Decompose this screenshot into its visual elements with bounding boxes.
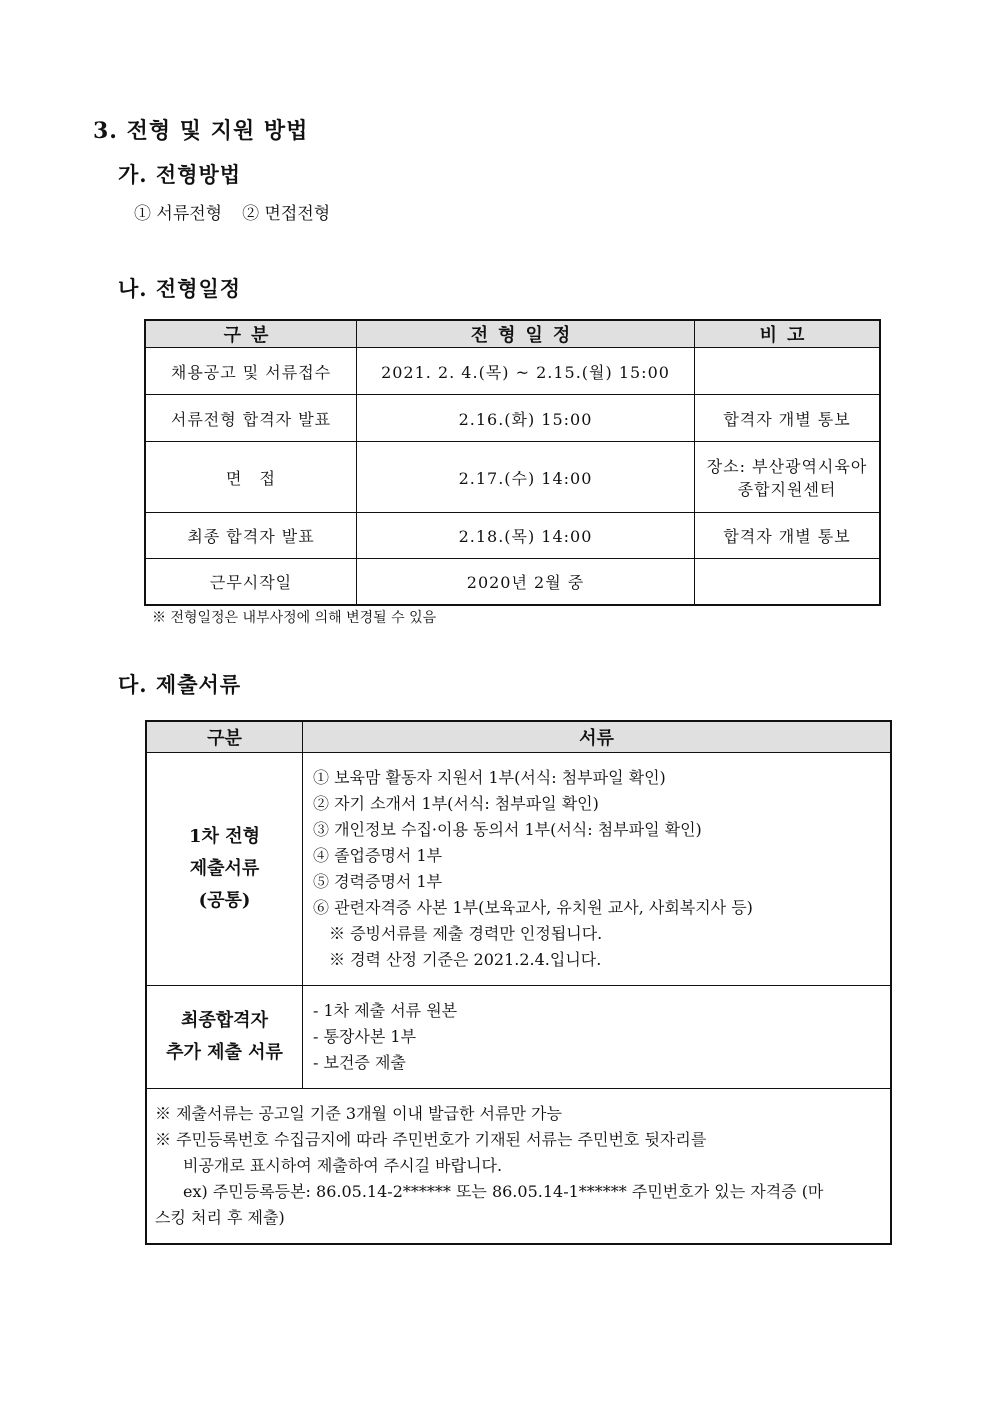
list-note: ※ 경력 산정 기준은 2021.2.4.입니다. (329, 950, 602, 969)
row-note: 합격자 개별 통보 (695, 513, 881, 559)
documents-table (145, 720, 892, 1245)
method-item: ② 면접전형 (242, 204, 331, 224)
list-item: ⑤ 경력증명서 1부 (313, 872, 443, 891)
row-date: 2.16.(화) 15:00 (357, 395, 695, 442)
note-line: ※ 주민등록번호 수집금지에 따라 주민번호가 기재된 서류는 주민번호 뒷자리를 (155, 1130, 707, 1149)
method-heading: 가. 전형방법 (118, 162, 242, 187)
row-category: 근무시작일 (145, 559, 357, 605)
row-category: 채용공고 및 서류접수 (145, 348, 357, 395)
note-line: 스킹 처리 후 제출) (155, 1208, 285, 1227)
row-note: 합격자 개별 통보 (695, 395, 881, 442)
row-category: 서류전형 합격자 발표 (145, 395, 357, 442)
table-row (145, 559, 880, 605)
header-documents: 서류 (303, 721, 892, 753)
table-header-row (146, 721, 891, 753)
documents-notes (146, 1089, 891, 1245)
note-line: ※ 제출서류는 공고일 기준 3개월 이내 발급한 서류만 가능 (155, 1104, 562, 1123)
note-line: 장소: 부산광역시육아 (706, 457, 868, 476)
list-item: ③ 개인정보 수집·이용 동의서 1부(서식: 첨부파일 확인) (313, 820, 702, 839)
schedule-footnote: ※ 전형일정은 내부사정에 의해 변경될 수 있음 (152, 610, 437, 626)
row-date: 2.18.(목) 14:00 (357, 513, 695, 559)
first-stage-items (303, 753, 892, 986)
list-item: - 보건증 제출 (313, 1053, 406, 1072)
row-date: 2021. 2. 4.(목) ~ 2.15.(월) 15:00 (357, 348, 695, 395)
label-line: 최종합격자 (181, 1010, 268, 1031)
schedule-heading: 나. 전형일정 (118, 276, 242, 301)
label-line: (공통) (198, 890, 251, 911)
row-note (695, 559, 881, 605)
header-note: 비고 (695, 320, 881, 348)
table-row (146, 1089, 891, 1245)
header-category: 구분 (145, 320, 357, 348)
label-line: 추가 제출 서류 (166, 1042, 283, 1063)
final-stage-label (146, 986, 303, 1089)
table-row (145, 348, 880, 395)
header-date: 전형일정 (357, 320, 695, 348)
label-line: 1차 전형 (189, 826, 260, 847)
table-row (145, 442, 880, 513)
list-note: ※ 증빙서류를 제출 경력만 인정됩니다. (329, 924, 603, 943)
row-note (695, 348, 881, 395)
schedule-table (144, 319, 881, 606)
table-row (145, 395, 880, 442)
note-line: 비공개로 표시하여 제출하여 주시길 바랍니다. (183, 1156, 503, 1175)
note-line: ex) 주민등록등본: 86.05.14-2****** 또는 86.05.14-1****** 주민번호가 있는 자격증 (마 (183, 1182, 824, 1201)
table-row (146, 753, 891, 986)
table-row (146, 986, 891, 1089)
list-item: ⑥ 관련자격증 사본 1부(보육교사, 유치원 교사, 사회복지사 등) (313, 898, 753, 917)
note-line: 종합지원센터 (737, 480, 837, 499)
list-item: ① 보육맘 활동자 지원서 1부(서식: 첨부파일 확인) (313, 768, 666, 787)
final-stage-items (303, 986, 892, 1089)
table-header-row (145, 320, 880, 348)
header-category: 구분 (146, 721, 303, 753)
row-date: 2.17.(수) 14:00 (357, 442, 695, 513)
list-item: ④ 졸업증명서 1부 (313, 846, 443, 865)
row-category: 면 접 (145, 442, 357, 513)
section-title: 3. 전형 및 지원 방법 (93, 118, 309, 144)
documents-heading: 다. 제출서류 (118, 672, 242, 697)
method-list (134, 199, 330, 224)
list-item: - 통장사본 1부 (313, 1027, 417, 1046)
list-item: - 1차 제출 서류 원본 (313, 1001, 458, 1020)
row-note (695, 442, 881, 513)
row-category: 최종 합격자 발표 (145, 513, 357, 559)
list-item: ② 자기 소개서 1부(서식: 첨부파일 확인) (313, 794, 599, 813)
label-line: 제출서류 (189, 858, 260, 879)
method-item: ① 서류전형 (134, 204, 223, 224)
first-stage-label (146, 753, 303, 986)
row-date: 2020년 2월 중 (357, 559, 695, 605)
table-row (145, 513, 880, 559)
